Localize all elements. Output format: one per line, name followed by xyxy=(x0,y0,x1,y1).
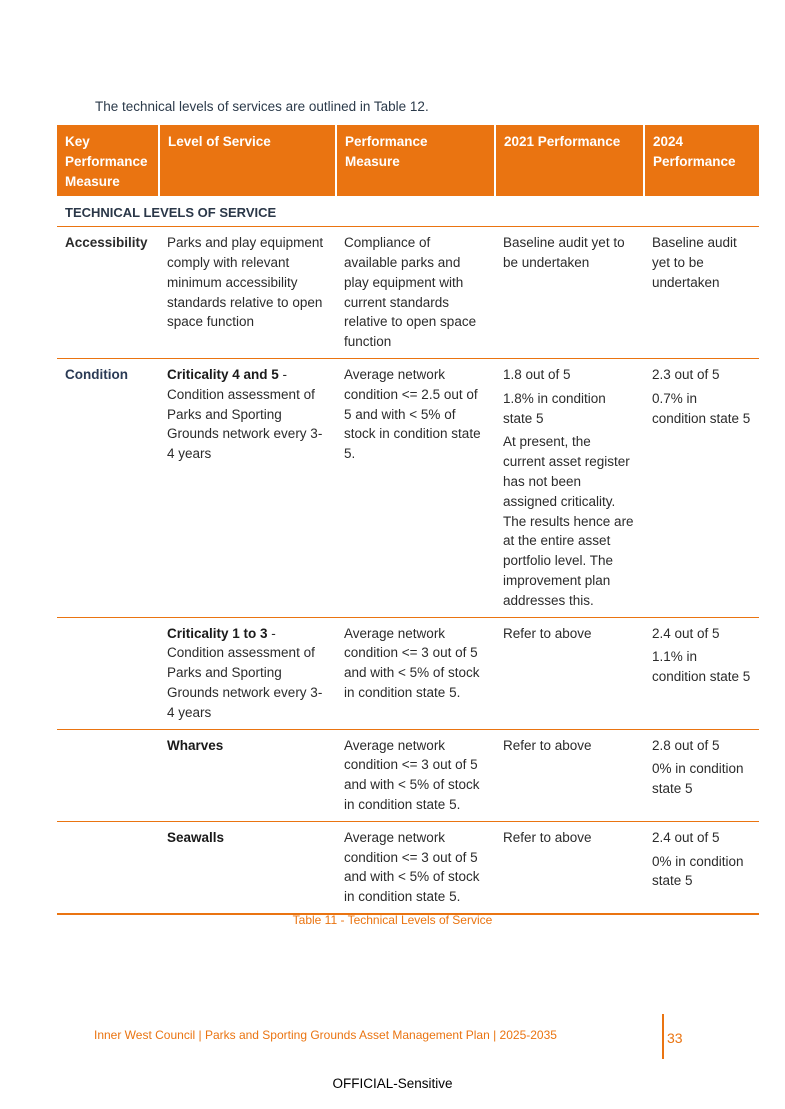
p2024-line: 0% in condition state 5 xyxy=(652,761,744,797)
kpm-cell xyxy=(57,729,159,821)
p2024-line: 2.3 out of 5 xyxy=(652,366,720,382)
los-text: - Condition assessment of Parks and Sporting Grounds network every 3-4 years xyxy=(167,366,323,462)
header-performance-measure: Performance Measure xyxy=(336,125,495,196)
performance-2024-cell xyxy=(644,358,759,617)
performance-measure-cell: Average network condition <= 2.5 out of 5 and with < 5% of stock in condition state 5. xyxy=(336,358,495,617)
p2024-line: 2.4 out of 5 xyxy=(652,625,720,641)
table-row xyxy=(57,729,759,821)
page-number: 33 xyxy=(667,1030,683,1046)
p2021-line: 1.8 out of 5 xyxy=(503,366,571,382)
header-2024-performance: 2024 Performance xyxy=(644,125,759,196)
performance-measure-cell: Average network condition <= 3 out of 5 and with < 5% of stock in condition state 5. xyxy=(336,729,495,821)
p2024-line: 0% in condition state 5 xyxy=(652,853,744,889)
performance-2021-cell xyxy=(495,729,644,821)
level-of-service-cell xyxy=(159,358,336,617)
performance-2024-cell xyxy=(644,227,759,359)
performance-measure-cell: Average network condition <= 3 out of 5 and with < 5% of stock in condition state 5. xyxy=(336,617,495,729)
performance-2021-cell xyxy=(495,358,644,617)
p2021-line: Baseline audit yet to be undertaken xyxy=(503,235,625,270)
table-caption: Table 11 - Technical Levels of Service xyxy=(292,913,493,927)
los-text: Parks and play equipment comply with relevant minimum accessibility standards relative to open space function xyxy=(167,235,324,330)
footer-divider xyxy=(662,1014,664,1059)
los-bold: Criticality 1 to 3 xyxy=(167,625,268,641)
intro-text: The technical levels of services are outlined in Table 12. xyxy=(95,99,429,114)
p2021-line: Refer to above xyxy=(503,625,592,641)
p2021-line: Refer to above xyxy=(503,737,592,753)
level-of-service-cell xyxy=(159,729,336,821)
p2021-line: 1.8% in condition state 5 xyxy=(503,390,606,426)
footer-document-title: Inner West Council | Parks and Sporting Grounds Asset Management Plan | 2025-2035 xyxy=(94,1028,557,1042)
p2024-line: 2.8 out of 5 xyxy=(652,737,720,753)
header-2021-performance: 2021 Performance xyxy=(495,125,644,196)
p2021-line: Refer to above xyxy=(503,829,592,845)
table-row xyxy=(57,821,759,914)
p2024-line: 1.1% in condition state 5 xyxy=(652,649,751,685)
technical-levels-table xyxy=(57,125,759,915)
kpm-cell xyxy=(57,821,159,914)
header-level-of-service: Level of Service xyxy=(159,125,336,196)
kpm-cell: Accessibility xyxy=(57,227,159,359)
performance-2024-cell xyxy=(644,821,759,914)
p2024-line: Baseline audit yet to be undertaken xyxy=(652,235,737,290)
los-text: - Condition assessment of Parks and Sporting Grounds network every 3-4 years xyxy=(167,625,323,720)
section-row xyxy=(57,196,759,226)
performance-2021-cell xyxy=(495,821,644,914)
level-of-service-cell xyxy=(159,227,336,359)
table-header-row xyxy=(57,125,759,196)
performance-measure-cell: Compliance of available parks and play equipment with current standards relative to open space function xyxy=(336,227,495,359)
los-bold: Seawalls xyxy=(167,829,225,845)
kpm-cell: Condition xyxy=(57,358,159,617)
performance-2021-cell xyxy=(495,227,644,359)
los-bold: Wharves xyxy=(167,737,224,753)
table-row xyxy=(57,227,759,359)
performance-2024-cell xyxy=(644,729,759,821)
p2024-line: 0.7% in condition state 5 xyxy=(652,390,751,426)
performance-2021-cell xyxy=(495,617,644,729)
los-bold: Criticality 4 and 5 xyxy=(167,366,279,382)
section-label: TECHNICAL LEVELS OF SERVICE xyxy=(57,196,759,226)
security-classification: OFFICIAL-Sensitive xyxy=(332,1076,453,1091)
table-row xyxy=(57,358,759,617)
level-of-service-cell xyxy=(159,617,336,729)
performance-2024-cell xyxy=(644,617,759,729)
p2024-line: 2.4 out of 5 xyxy=(652,829,720,845)
p2021-line: At present, the current asset register has not been assigned criticality. The results hence are at the entire asset portfolio level. The improvement plan addresses this. xyxy=(503,434,634,608)
table-row xyxy=(57,617,759,729)
level-of-service-cell xyxy=(159,821,336,914)
header-key-performance-measure: Key Performance Measure xyxy=(57,125,159,196)
kpm-cell xyxy=(57,617,159,729)
performance-measure-cell: Average network condition <= 3 out of 5 and with < 5% of stock in condition state 5. xyxy=(336,821,495,914)
